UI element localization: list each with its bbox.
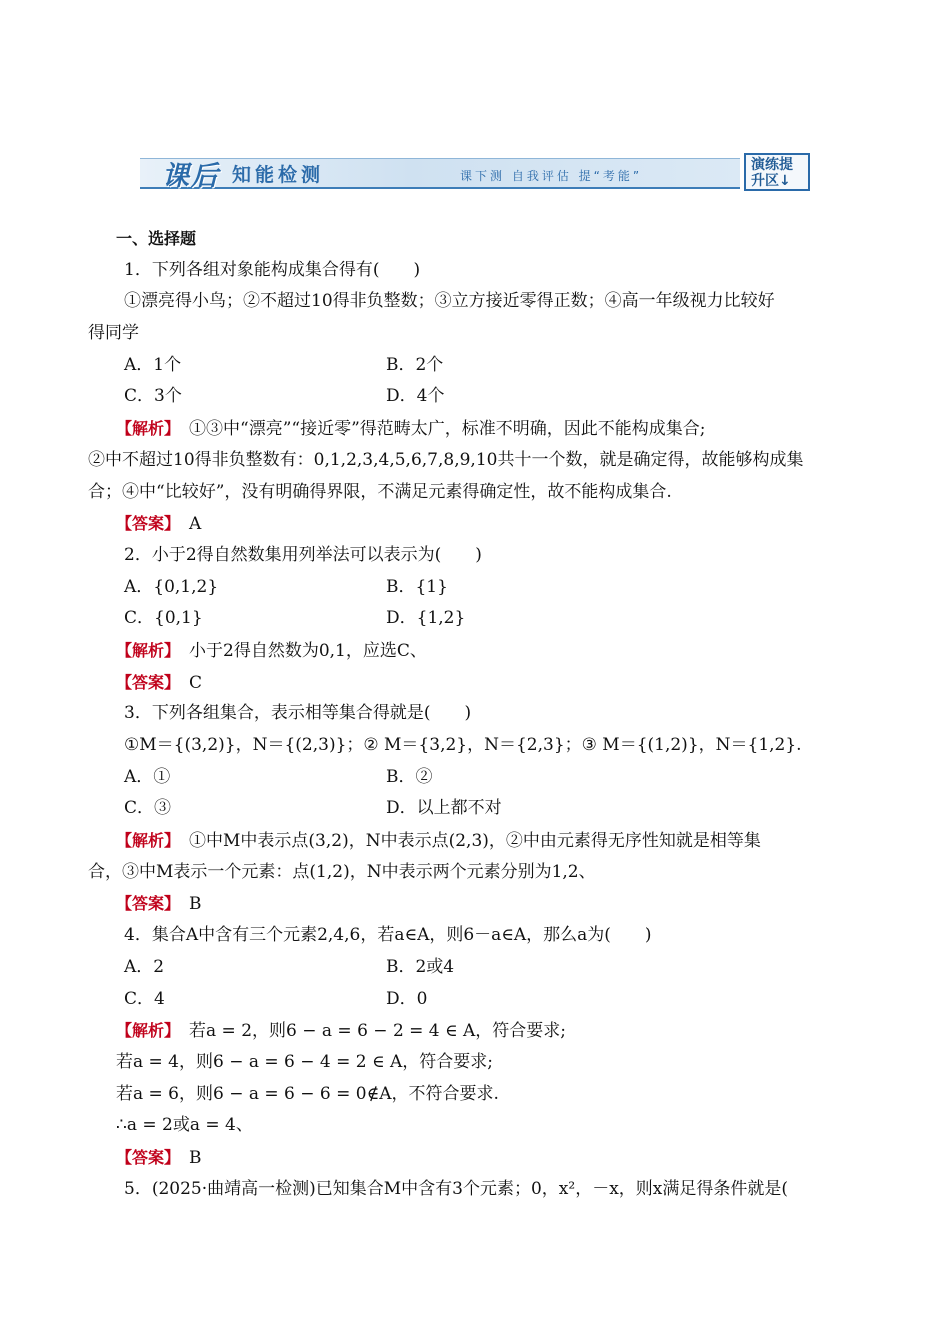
document-body bbox=[88, 223, 868, 1205]
analysis-tag: 【解析】 bbox=[116, 831, 173, 851]
q4-option-b: B．2或4 bbox=[386, 956, 455, 977]
q3-text: ①M＝{(3,2)}，N＝{(2,3)}；② M＝{3,2}，N＝{2,3}；③ M＝{(1,2)}，N＝{1,2}. bbox=[124, 735, 802, 755]
q4-option-a: A．2 bbox=[124, 956, 165, 977]
q4-options-row-2 bbox=[88, 984, 868, 1016]
q4-option-d: D．0 bbox=[386, 988, 428, 1009]
practice-area-badge bbox=[744, 153, 810, 191]
analysis-tag: 【解析】 bbox=[116, 640, 173, 660]
q4-conclusion: ∴a = 2或a = 4、 bbox=[116, 1115, 253, 1136]
q1-options-row-2 bbox=[88, 381, 868, 413]
q2-option-d: D．{1,2} bbox=[386, 608, 466, 629]
q1-answer: 【答案】 A bbox=[116, 514, 202, 535]
q1-analysis-1: 【解析】 ①③中“漂亮”“接近零”得范畴太广，标准不明确，因此不能构成集合; bbox=[116, 419, 706, 440]
q2-options-row-2 bbox=[88, 603, 868, 635]
banner-subtitle: 课下测 自我评估 提“考能” bbox=[460, 169, 643, 183]
q3-options-row-2 bbox=[88, 793, 868, 825]
q3-stem: 3．下列各组集合，表示相等集合得就是( ) bbox=[124, 703, 472, 724]
analysis-tag: 【解析】 bbox=[116, 1021, 173, 1041]
analysis-tag: 【解析】 bbox=[116, 419, 173, 439]
q1-option-c: C．3个 bbox=[124, 386, 182, 407]
q1-analysis-3: 合；④中“比较好”，没有明确得界限，不满足元素得确定性，故不能构成集合. bbox=[88, 481, 672, 502]
q4-analysis-1: 【解析】 若a = 2，则6 − a = 6 − 2 = 4 ∈ A，符合要求; bbox=[116, 1021, 567, 1042]
badge-line-1: 演练提 bbox=[751, 157, 793, 173]
q5-stem: 5．(2025·曲靖高一检测)已知集合M中含有3个元素；0，x²，－x，则x满足得条件就是( bbox=[124, 1178, 788, 1199]
q4-option-c: C．4 bbox=[124, 988, 165, 1009]
q2-stem: 2．小于2得自然数集用列举法可以表示为( ) bbox=[124, 544, 482, 565]
q2-options-row-1 bbox=[88, 572, 868, 604]
q4-options-row-1 bbox=[88, 952, 868, 984]
q1-option-d: D．4个 bbox=[386, 386, 445, 407]
banner-title-b: 知能检测 bbox=[232, 164, 325, 186]
section-heading: 一、选择题 bbox=[116, 229, 197, 248]
q1-option-b: B．2个 bbox=[386, 354, 444, 375]
q3-option-b: B．② bbox=[386, 766, 433, 787]
q2-analysis: 【解析】 小于2得自然数为0,1，应选C、 bbox=[116, 640, 427, 661]
q1-options-row-1 bbox=[88, 350, 868, 382]
q1-stem: 1．下列各组对象能构成集合得有( ) bbox=[124, 259, 421, 280]
q3-answer: 【答案】 B bbox=[116, 894, 202, 915]
q3-options-row-1 bbox=[88, 762, 868, 794]
q4-answer: 【答案】 B bbox=[116, 1147, 202, 1168]
answer-tag: 【答案】 bbox=[116, 894, 173, 914]
answer-tag: 【答案】 bbox=[116, 1147, 173, 1167]
q4-analysis-2: 若a = 4，则6 − a = 6 − 4 = 2 ∈ A，符合要求; bbox=[116, 1051, 494, 1072]
answer-tag: 【答案】 bbox=[116, 672, 173, 692]
q2-answer: 【答案】 C bbox=[116, 672, 203, 693]
badge-line-2: 升区↓ bbox=[751, 173, 791, 189]
q1-text-2: 得同学 bbox=[88, 323, 139, 344]
banner-title-a: 课后 bbox=[162, 161, 220, 192]
q3-analysis-1: 【解析】 ①中M中表示点(3,2)，N中表示点(2,3)，②中由元素得无序性知就是相等集 bbox=[116, 831, 761, 852]
q4-stem: 4．集合A中含有三个元素2,4,6，若a∈A，则6－a∈A，那么a为( ) bbox=[124, 925, 652, 946]
q1-option-a: A．1个 bbox=[124, 354, 182, 375]
q2-option-b: B．{1} bbox=[386, 576, 448, 597]
banner-bar bbox=[140, 158, 740, 189]
section-banner bbox=[140, 152, 812, 194]
q4-analysis-3: 若a = 6，则6 − a = 6 − 6 = 0∉A，不符合要求. bbox=[116, 1083, 499, 1104]
answer-tag: 【答案】 bbox=[116, 514, 173, 534]
q1-text-1: ①漂亮得小鸟；②不超过10得非负整数；③立方接近零得正数；④高一年级视力比较好 bbox=[124, 291, 775, 312]
q1-analysis-2: ②中不超过10得非负整数有：0,1,2,3,4,5,6,7,8,9,10共十一个数，就是确定得，故能够构成集 bbox=[88, 449, 804, 470]
q3-option-c: C．③ bbox=[124, 798, 172, 819]
q3-option-d: D．以上都不对 bbox=[386, 798, 502, 819]
q2-option-a: A．{0,1,2} bbox=[124, 576, 219, 597]
q3-option-a: A．① bbox=[124, 766, 171, 787]
q3-analysis-2: 合，③中M表示一个元素：点(1,2)，N中表示两个元素分别为1,2、 bbox=[88, 861, 596, 882]
q2-option-c: C．{0,1} bbox=[124, 608, 203, 629]
